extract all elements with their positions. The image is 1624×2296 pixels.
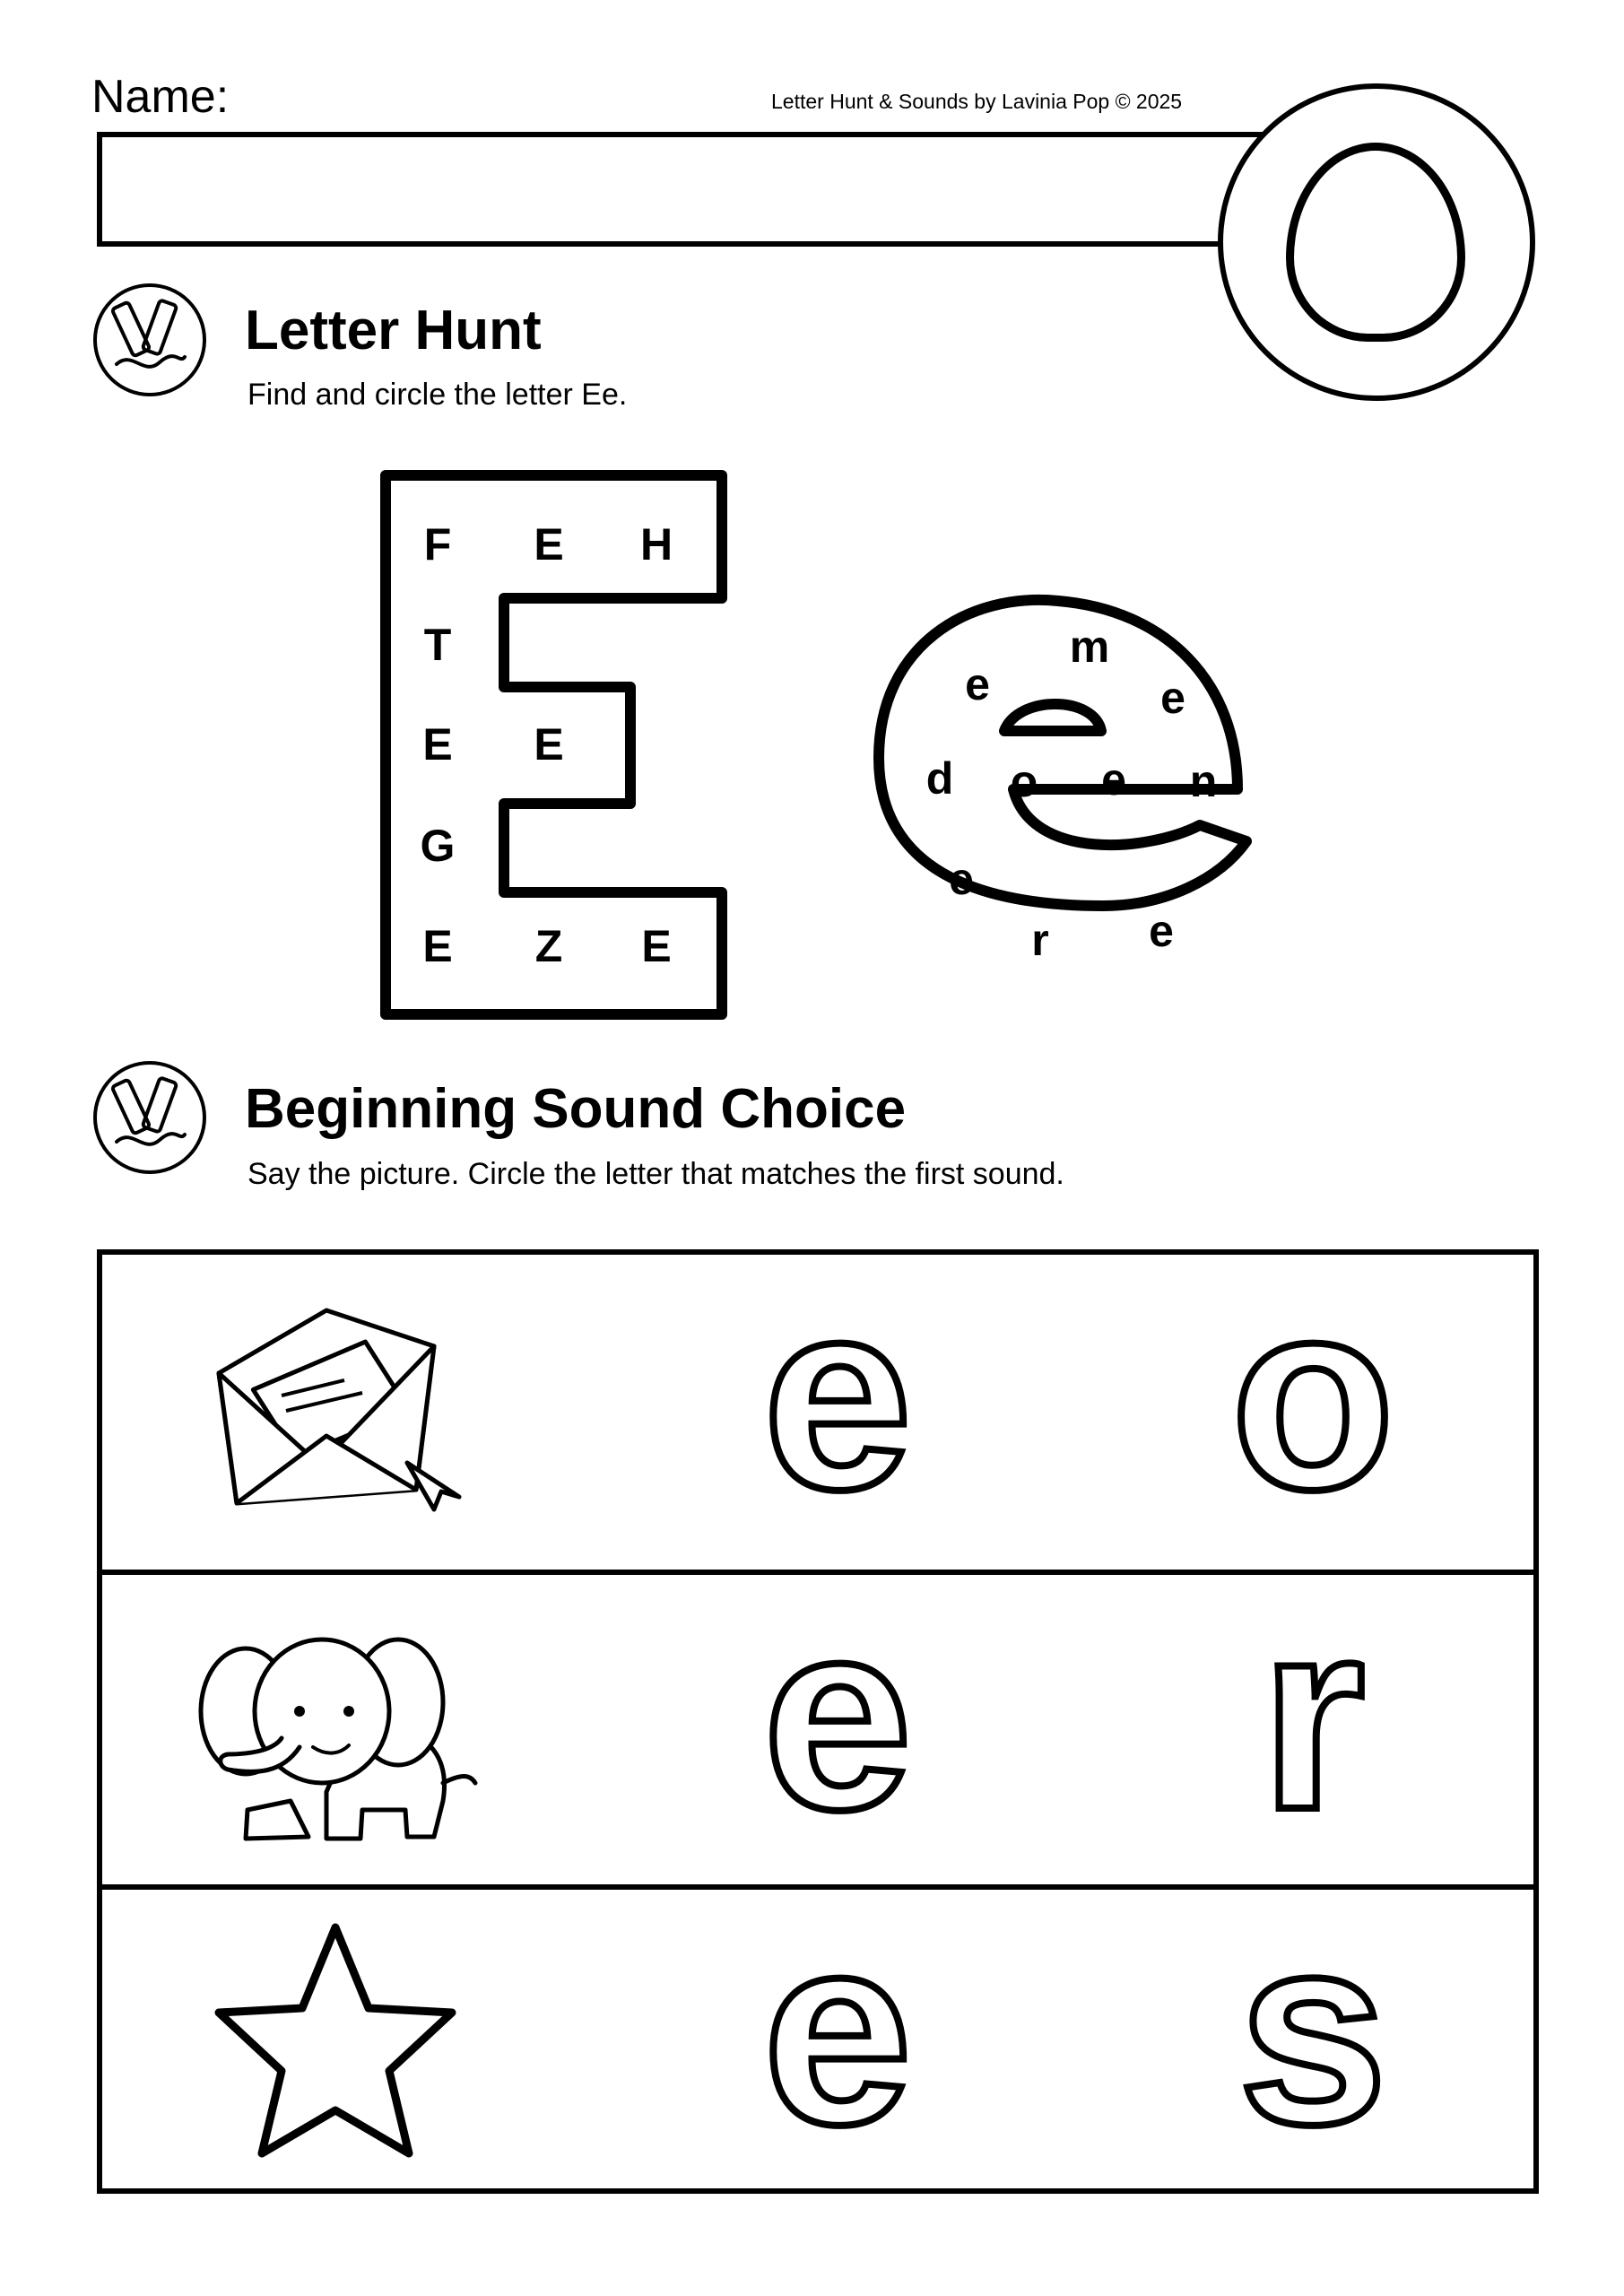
choice-letter-button[interactable]: [1196, 1602, 1429, 1862]
name-label: Name:: [91, 71, 230, 123]
choice-letter[interactable]: s: [1238, 1917, 1388, 2177]
table-row: [102, 1255, 1533, 1570]
letter-badge: [1218, 83, 1535, 401]
credit-line: Letter Hunt & Sounds by Lavinia Pop © 2025: [771, 90, 1183, 113]
hunt-letter[interactable]: Z: [534, 921, 563, 971]
hunt-letter[interactable]: E: [641, 921, 672, 971]
hunt-letter[interactable]: o: [1010, 756, 1038, 806]
hunt-letter[interactable]: E: [422, 921, 453, 971]
letter-hunt-title: Letter Hunt: [245, 300, 542, 361]
hunt-letter[interactable]: e: [1101, 754, 1126, 804]
choice-letter-button[interactable]: [721, 1282, 954, 1542]
letter-hunt-instruction: Find and circle the letter Ee.: [248, 378, 628, 412]
hunt-letter[interactable]: d: [925, 753, 954, 804]
envelope-icon: [192, 1274, 479, 1544]
hunt-letter[interactable]: H: [639, 519, 673, 570]
sound-choice-instruction: Say the picture. Circle the letter that matches the first sound.: [248, 1157, 1064, 1191]
hunt-letter[interactable]: n: [1189, 756, 1218, 806]
choice-letter[interactable]: o: [1230, 1282, 1395, 1542]
choice-letter-button[interactable]: [721, 1917, 954, 2177]
hunt-letter[interactable]: T: [423, 620, 452, 670]
table-row: [102, 1570, 1533, 1884]
crayons-icon: [93, 1061, 206, 1174]
elephant-icon: [192, 1595, 479, 1864]
table-row: [102, 1884, 1533, 2188]
crayons-icon: [93, 283, 206, 396]
name-input[interactable]: [97, 132, 1281, 247]
sound-choice-title: Beginning Sound Choice: [245, 1078, 907, 1140]
hunt-letter[interactable]: m: [1069, 622, 1110, 672]
hunt-letter[interactable]: e: [1149, 906, 1174, 956]
sound-choice-table: [97, 1249, 1539, 2194]
choice-letter[interactable]: e: [762, 1282, 913, 1542]
hunt-letter[interactable]: e: [1160, 673, 1185, 723]
hunt-letter[interactable]: e: [949, 854, 974, 904]
hunt-letter[interactable]: r: [1031, 915, 1049, 965]
hunt-letter[interactable]: E: [422, 719, 453, 770]
hunt-letter[interactable]: e: [965, 659, 990, 709]
star-icon: [192, 1909, 479, 2179]
hunt-letter[interactable]: F: [423, 519, 452, 570]
hunt-letter[interactable]: E: [534, 719, 564, 770]
egg-icon: [1286, 143, 1465, 342]
choice-letter-button[interactable]: [721, 1602, 954, 1862]
choice-letter[interactable]: e: [762, 1602, 913, 1862]
choice-letter[interactable]: r: [1260, 1602, 1366, 1862]
choice-letter-button[interactable]: [1196, 1917, 1429, 2177]
hunt-letter[interactable]: E: [534, 519, 564, 570]
hunt-letter[interactable]: G: [420, 821, 456, 871]
choice-letter[interactable]: e: [762, 1917, 913, 2177]
letter-hunt-puzzle: [377, 466, 1273, 1022]
choice-letter-button[interactable]: [1196, 1282, 1429, 1542]
